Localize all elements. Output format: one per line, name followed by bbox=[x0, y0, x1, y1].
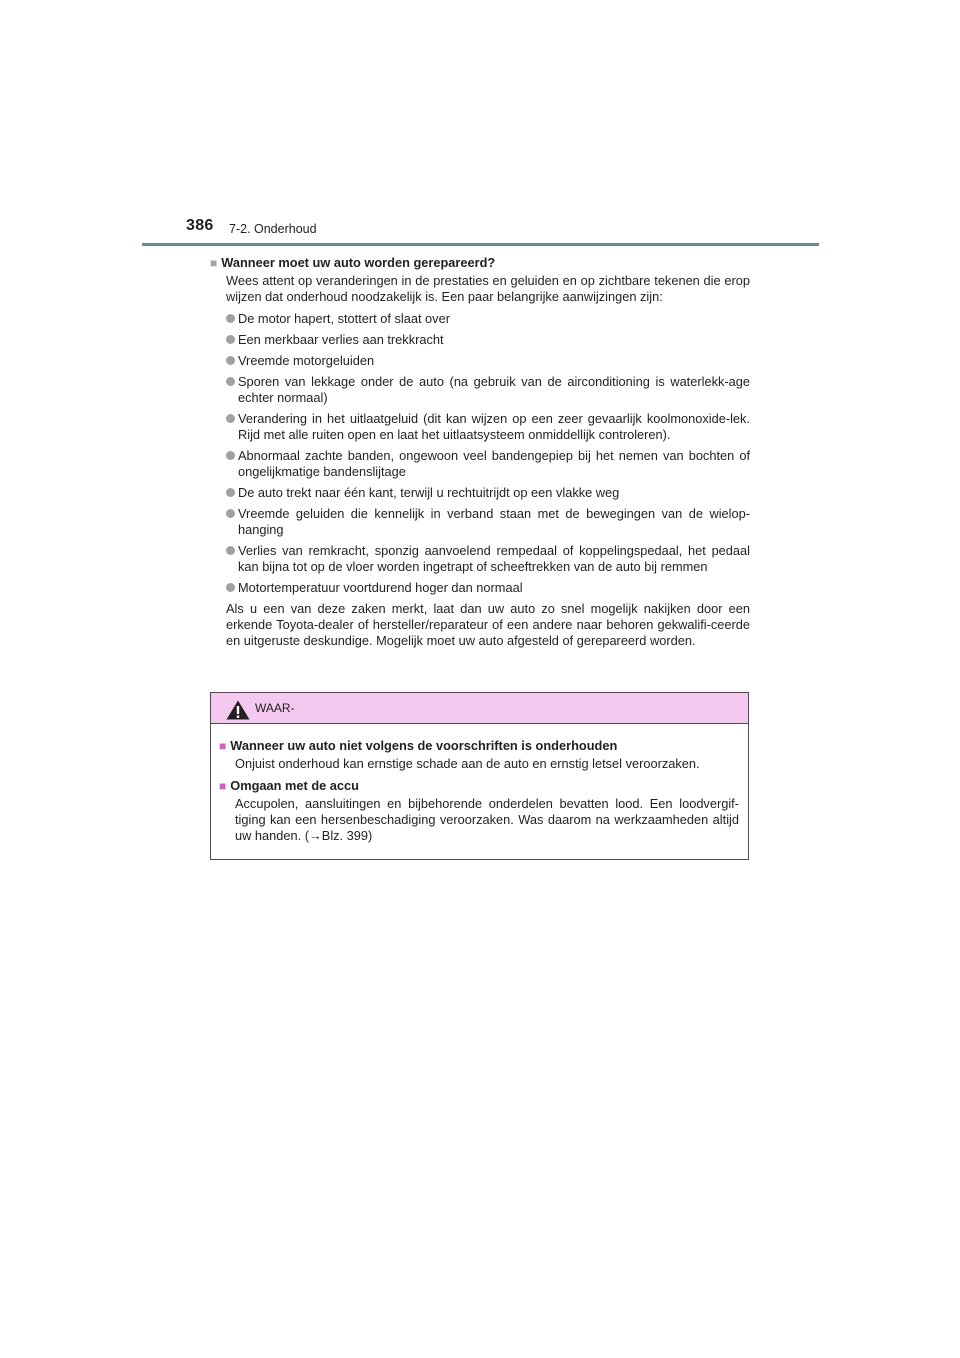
bullet-dot-icon bbox=[226, 509, 235, 518]
warning-triangle-icon bbox=[226, 700, 250, 725]
bullet-dot-icon bbox=[226, 414, 235, 423]
square-bullet-icon: ■ bbox=[210, 256, 218, 270]
page-number: 386 bbox=[186, 217, 214, 234]
bullet-dot-icon bbox=[226, 451, 235, 460]
bullet-dot-icon bbox=[226, 377, 235, 386]
list-item: De auto trekt naar één kant, terwijl u rechtuitrijdt op een vlakke weg bbox=[226, 485, 750, 501]
warning-item: ■ Omgaan met de accu Accupolen, aansluitingen en bijbehorende onderdelen bevatten lood. Een loodvergif-tiging kan een hersenbeschadiging veroorzaken. Was daarom na werkzaamheden altijd uw handen. (→Blz. 399) bbox=[219, 778, 739, 843]
list-item: Abnormaal zachte banden, ongewoon veel bandengepiep bij het nemen van bochten of ongelijkmatige bandenslijtage bbox=[226, 448, 750, 480]
bullet-dot-icon bbox=[226, 546, 235, 555]
bullet-dot-icon bbox=[226, 335, 235, 344]
intro-paragraph: Wees attent op veranderingen in de prestaties en geluiden en op zichtbare tekenen die erop wijzen dat onderhoud noodzakelijk is. Een paar belangrijke aanwijzingen zijn: bbox=[226, 273, 750, 304]
list-item: Vreemde geluiden die kennelijk in verband staan met de bewegingen van de wielop-hanging bbox=[226, 506, 750, 538]
closing-paragraph: Als u een van deze zaken merkt, laat dan uw auto zo snel mogelijk nakijken door een erkende Toyota-dealer of hersteller/reparateur of een andere naar behoren gekwalifi-ceerde en uitgeruste deskundige. Mogelijk moet uw auto afgesteld of gerepareerd worden. bbox=[226, 601, 750, 648]
section-heading: ■ Wanneer moet uw auto worden gerepareerd? bbox=[210, 255, 496, 270]
symptom-list bbox=[226, 311, 750, 596]
list-item: Verandering in het uitlaatgeluid (dit kan wijzen op een zeer gevaarlijk koolmonoxide-lek. Rijd met alle ruiten open en laat het uitlaatsysteem onmiddellijk controleren). bbox=[226, 411, 750, 443]
warning-item: ■ Wanneer uw auto niet volgens de voorschriften is onderhouden Onjuist onderhoud kan ernstige schade aan de auto en ernstig letsel veroorzaken. bbox=[219, 738, 700, 771]
list-item: Verlies van remkracht, sponzig aanvoelend rempedaal of koppelingspedaal, het pedaal kan bijna tot op de vloer worden ingetrapt of scheeftrekken van de auto bij remmen bbox=[226, 543, 750, 575]
bullet-dot-icon bbox=[226, 488, 235, 497]
warning-box bbox=[210, 692, 749, 860]
warning-header bbox=[211, 693, 748, 724]
bullet-dot-icon bbox=[226, 583, 235, 592]
bullet-dot-icon bbox=[226, 356, 235, 365]
warning-body bbox=[211, 724, 748, 844]
list-item: Sporen van lekkage onder de auto (na gebruik van de airconditioning is waterlekk-age echter normaal) bbox=[226, 374, 750, 406]
list-item: Motortemperatuur voortdurend hoger dan normaal bbox=[226, 580, 750, 596]
bullet-dot-icon bbox=[226, 314, 235, 323]
main-content bbox=[210, 255, 750, 649]
square-bullet-icon: ■ bbox=[219, 779, 227, 793]
square-bullet-icon: ■ bbox=[219, 739, 227, 753]
list-item: De motor hapert, stottert of slaat over bbox=[226, 311, 750, 327]
warning-label: WAAR- bbox=[255, 701, 295, 715]
list-item: Vreemde motorgeluiden bbox=[226, 353, 750, 369]
header-rule bbox=[142, 243, 819, 246]
list-item: Een merkbaar verlies aan trekkracht bbox=[226, 332, 750, 348]
section-title: 7-2. Onderhoud bbox=[229, 222, 317, 236]
